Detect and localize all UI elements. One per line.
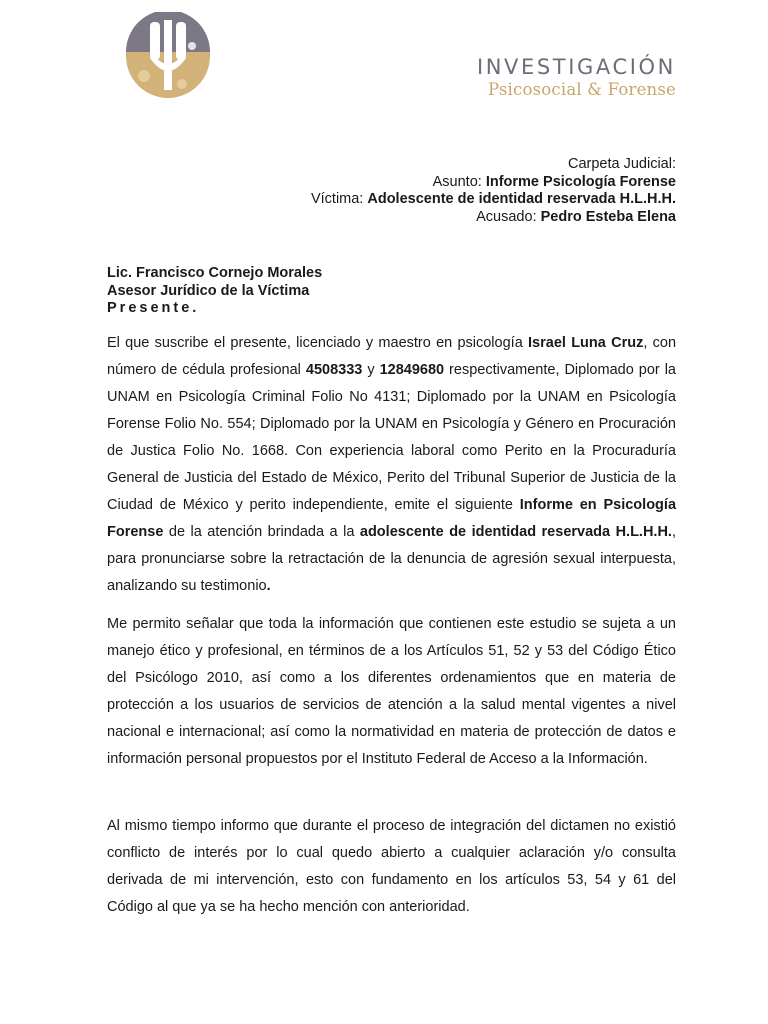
- paragraph-3: Al mismo tiempo informo que durante el proceso de integración del dictamen no existió conflicto de interés por lo cual quedo abierto a cualquier aclaración y/o consulta derivada de mi intervención, esto con fundamento en los artículos 53, 54 y 61 del Código al que ya se ha hecho mención con anterioridad.: [107, 818, 676, 915]
- paragraph-2: Me permito señalar que toda la información que contienen este estudio se sujeta a un manejo ético y profesional, en términos de a los Artículos 51, 52 y 53 del Código Ético del Psicólogo 2010, así como a los diferentes ordenamientos que en materia de protección a los usuarios de servicios de atención a la salud mental vigentes a nivel nacional e internacional; así como la normatividad en materia de protección de datos e información personal propuestos por el Instituto Federal de Acceso a la Información.: [107, 616, 676, 767]
- acusado-label: Acusado:: [476, 208, 537, 225]
- victima-line: [311, 191, 676, 209]
- asunto-line: [311, 174, 676, 192]
- p1-text-4: respectivamente, Diplomado por la UNAM en Psicología Criminal Folio No 4131; Diplomado por la UNAM en Psicología Forense Folio No. 554; Diplomado por la UNAM en Psicología y Género en Procuración de Justica Folio No. 1668. Con experiencia laboral como Perito en la Procuraduría General de Justicia del Estado de México, Perito del Tribunal Superior de Justicia de la Ciudad de México y perito independiente, emite el siguiente: [107, 362, 676, 513]
- addressee: [107, 265, 322, 318]
- brand-subtitle: Psicosocial & Forense: [488, 80, 676, 99]
- acusado-value: Pedro Esteba Elena: [540, 208, 676, 225]
- p1-text-3: y: [362, 362, 380, 378]
- paragraph-1: [107, 330, 676, 600]
- victima-label: Víctima:: [310, 191, 364, 207]
- p1-text-1: El que suscribe el presente, licenciado y maestro en psicología: [107, 335, 529, 351]
- p1-text-6: , para pronunciarse sobre la retractación de la denuncia de agresión sexual interpuesta, analizando su testimonio: [107, 524, 676, 594]
- p1-end: .: [266, 578, 271, 594]
- asunto-value: Informe Psicología Forense: [485, 173, 676, 190]
- carpeta-label: Carpeta Judicial:: [568, 156, 676, 172]
- p1-text-2: , con número de cédula profesional: [107, 335, 677, 378]
- brand: [477, 54, 676, 100]
- addressee-greeting-end: .: [192, 300, 197, 316]
- p1-adolescente: adolescente de identidad reservada H.L.H.H.: [359, 524, 672, 540]
- p1-author-name: Israel Luna Cruz: [528, 335, 644, 351]
- carpeta-line: [311, 156, 676, 174]
- p1-cedula-2: 12849680: [379, 362, 445, 378]
- brand-title: INVESTIGACIÓN: [476, 55, 676, 79]
- acusado-line: [311, 209, 676, 227]
- victima-value: Adolescente de identidad reservada H.L.H.H.: [367, 191, 676, 207]
- asunto-label: Asunto:: [432, 173, 482, 190]
- addressee-role: Asesor Jurídico de la Víctima: [107, 282, 310, 299]
- addressee-name: Lic. Francisco Cornejo Morales: [107, 265, 323, 281]
- p1-informe: Informe en Psicología Forense: [107, 497, 677, 540]
- p1-text-5: de la atención brindada a la: [163, 524, 360, 540]
- p1-cedula-1: 4508333: [305, 362, 363, 378]
- case-meta: [311, 156, 676, 226]
- addressee-greeting-line: [107, 300, 322, 318]
- addressee-greeting: Presente: [107, 300, 193, 316]
- psi-logo-icon: [122, 12, 216, 102]
